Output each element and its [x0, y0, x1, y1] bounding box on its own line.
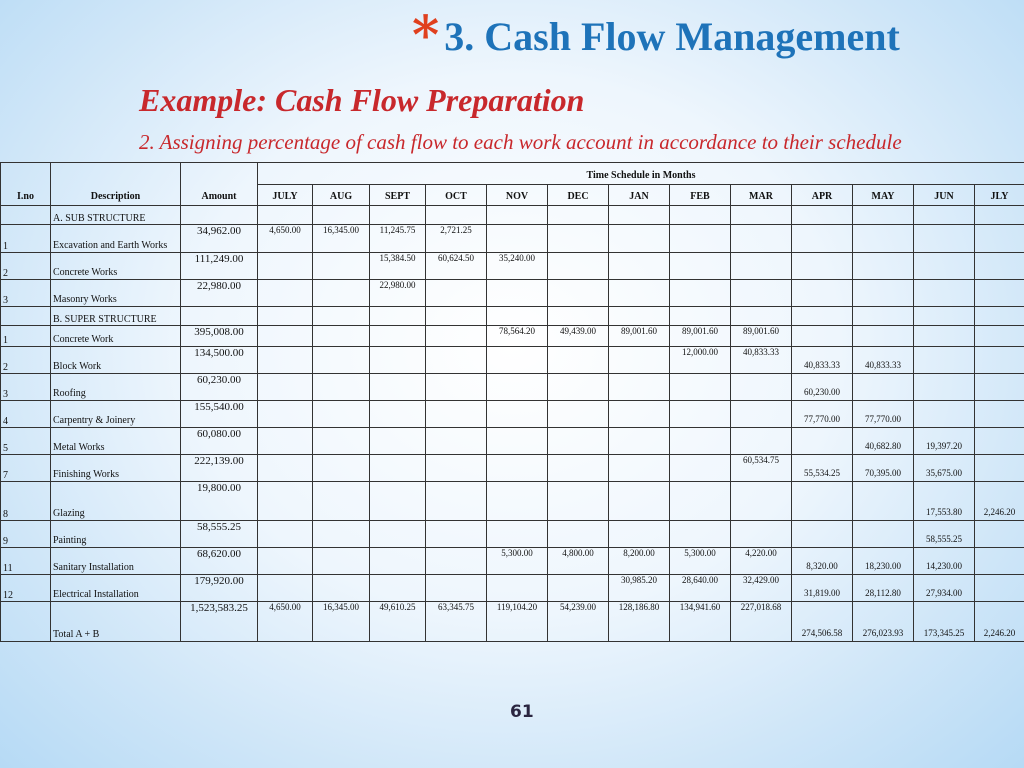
- month-value-cell: [792, 253, 853, 280]
- month-value-cell: [313, 401, 370, 428]
- table-row: [1, 575, 1024, 602]
- empty-cell: [181, 206, 258, 225]
- month-value-cell: [426, 575, 487, 602]
- month-value-cell: [792, 428, 853, 455]
- month-value-cell: [487, 401, 548, 428]
- col-header-month: JULY: [258, 185, 313, 206]
- month-value-cell: 78,564.20: [487, 326, 548, 347]
- row-amount: 134,500.00: [181, 347, 258, 374]
- row-number: 1: [1, 225, 51, 253]
- month-value-cell: 12,000.00: [670, 347, 731, 374]
- section-label: B. SUPER STRUCTURE: [51, 307, 181, 326]
- col-header-month: JUN: [914, 185, 975, 206]
- month-value-cell: [914, 280, 975, 307]
- empty-cell: [426, 307, 487, 326]
- month-value-cell: 89,001.60: [731, 326, 792, 347]
- month-value-cell: [487, 482, 548, 521]
- month-value-cell: 8,320.00: [792, 548, 853, 575]
- month-value-cell: [853, 253, 914, 280]
- month-value-cell: [487, 428, 548, 455]
- month-value-cell: [313, 326, 370, 347]
- col-header-month: DEC: [548, 185, 609, 206]
- month-value-cell: [609, 374, 670, 401]
- month-value-cell: 89,001.60: [670, 326, 731, 347]
- empty-cell: [258, 206, 313, 225]
- month-value-cell: [313, 548, 370, 575]
- month-value-cell: [792, 280, 853, 307]
- row-description: Total A + B: [51, 602, 181, 642]
- table-row: [1, 548, 1024, 575]
- row-description: Masonry Works: [51, 280, 181, 307]
- month-value-cell: [313, 280, 370, 307]
- month-value-cell: [731, 401, 792, 428]
- month-value-cell: [609, 455, 670, 482]
- table-row: [1, 347, 1024, 374]
- month-value-cell: 22,980.00: [370, 280, 426, 307]
- section-row: [1, 206, 1024, 225]
- empty-cell: [426, 206, 487, 225]
- row-description: Metal Works: [51, 428, 181, 455]
- month-value-cell: [975, 374, 1024, 401]
- month-value-cell: 4,220.00: [731, 548, 792, 575]
- month-value-cell: [258, 347, 313, 374]
- empty-cell: [313, 307, 370, 326]
- month-value-cell: [731, 253, 792, 280]
- month-value-cell: [487, 347, 548, 374]
- col-header-month: NOV: [487, 185, 548, 206]
- month-value-cell: [609, 280, 670, 307]
- month-value-cell: 49,439.00: [548, 326, 609, 347]
- cash-flow-schedule-table: [0, 162, 1024, 642]
- month-value-cell: 8,200.00: [609, 548, 670, 575]
- empty-cell: [313, 206, 370, 225]
- month-value-cell: [548, 521, 609, 548]
- table-row: [1, 253, 1024, 280]
- month-value-cell: [258, 280, 313, 307]
- month-value-cell: [258, 253, 313, 280]
- month-value-cell: [670, 521, 731, 548]
- empty-cell: [792, 206, 853, 225]
- month-value-cell: [609, 521, 670, 548]
- empty-cell: [670, 206, 731, 225]
- month-value-cell: 15,384.50: [370, 253, 426, 280]
- month-value-cell: [548, 401, 609, 428]
- col-header-time-schedule: Time Schedule in Months: [258, 163, 1024, 185]
- month-value-cell: 60,534.75: [731, 455, 792, 482]
- month-value-cell: [975, 575, 1024, 602]
- row-amount: 22,980.00: [181, 280, 258, 307]
- month-value-cell: [975, 326, 1024, 347]
- month-value-cell: [258, 548, 313, 575]
- month-value-cell: [426, 374, 487, 401]
- month-value-cell: 35,675.00: [914, 455, 975, 482]
- asterisk-bullet-icon: *: [412, 5, 440, 66]
- month-value-cell: [670, 401, 731, 428]
- month-value-cell: 60,230.00: [792, 374, 853, 401]
- row-amount: 58,555.25: [181, 521, 258, 548]
- month-value-cell: [370, 401, 426, 428]
- month-value-cell: 40,833.33: [731, 347, 792, 374]
- col-header-month: JLY: [975, 185, 1024, 206]
- month-value-cell: [975, 280, 1024, 307]
- month-value-cell: [670, 428, 731, 455]
- row-number: 1: [1, 326, 51, 347]
- month-value-cell: [792, 521, 853, 548]
- month-value-cell: 40,682.80: [853, 428, 914, 455]
- month-value-cell: [426, 455, 487, 482]
- row-number: 3: [1, 374, 51, 401]
- table-row: [1, 225, 1024, 253]
- month-value-cell: 4,650.00: [258, 225, 313, 253]
- row-number: 2: [1, 253, 51, 280]
- col-header-month: SEPT: [370, 185, 426, 206]
- empty-cell: [370, 307, 426, 326]
- month-value-cell: [548, 253, 609, 280]
- month-value-cell: [975, 401, 1024, 428]
- empty-cell: [609, 307, 670, 326]
- month-value-cell: [975, 455, 1024, 482]
- month-value-cell: 227,018.68: [731, 602, 792, 642]
- month-value-cell: [914, 401, 975, 428]
- month-value-cell: [731, 428, 792, 455]
- row-description: Carpentry & Joinery: [51, 401, 181, 428]
- table-row: [1, 326, 1024, 347]
- month-value-cell: 30,985.20: [609, 575, 670, 602]
- row-amount: 155,540.00: [181, 401, 258, 428]
- slide-title-text: 3. Cash Flow Management: [444, 14, 900, 59]
- month-value-cell: 77,770.00: [792, 401, 853, 428]
- month-value-cell: [670, 225, 731, 253]
- month-value-cell: 49,610.25: [370, 602, 426, 642]
- slide-title: [412, 6, 1012, 66]
- month-value-cell: [914, 326, 975, 347]
- month-value-cell: [370, 374, 426, 401]
- col-header-month: AUG: [313, 185, 370, 206]
- row-number: 3: [1, 280, 51, 307]
- month-value-cell: [670, 280, 731, 307]
- month-value-cell: [975, 521, 1024, 548]
- empty-cell: [487, 206, 548, 225]
- month-value-cell: [609, 225, 670, 253]
- month-value-cell: 5,300.00: [487, 548, 548, 575]
- month-value-cell: [548, 482, 609, 521]
- row-number: 9: [1, 521, 51, 548]
- row-number: 7: [1, 455, 51, 482]
- month-value-cell: [426, 548, 487, 575]
- month-value-cell: [313, 253, 370, 280]
- month-value-cell: 274,506.58: [792, 602, 853, 642]
- empty-cell: [731, 307, 792, 326]
- row-description: Glazing: [51, 482, 181, 521]
- month-value-cell: [731, 280, 792, 307]
- col-header-month: MAY: [853, 185, 914, 206]
- month-value-cell: [487, 521, 548, 548]
- slide-caption: 2. Assigning percentage of cash flow to each work account in accordance to their schedule: [139, 130, 902, 154]
- month-value-cell: 63,345.75: [426, 602, 487, 642]
- month-value-cell: [670, 482, 731, 521]
- month-value-cell: [370, 575, 426, 602]
- month-value-cell: [731, 374, 792, 401]
- month-value-cell: [792, 225, 853, 253]
- month-value-cell: [487, 225, 548, 253]
- month-value-cell: [370, 548, 426, 575]
- row-amount: 222,139.00: [181, 455, 258, 482]
- col-header-description: Description: [51, 163, 181, 206]
- month-value-cell: [370, 428, 426, 455]
- month-value-cell: [426, 482, 487, 521]
- row-description: Painting: [51, 521, 181, 548]
- month-value-cell: 16,345.00: [313, 225, 370, 253]
- month-value-cell: [609, 347, 670, 374]
- col-header-month: JAN: [609, 185, 670, 206]
- row-description: Excavation and Earth Works: [51, 225, 181, 253]
- section-row: [1, 307, 1024, 326]
- month-value-cell: [313, 575, 370, 602]
- slide-subtitle: Example: Cash Flow Preparation: [139, 82, 585, 118]
- month-value-cell: [258, 374, 313, 401]
- month-value-cell: [975, 548, 1024, 575]
- month-value-cell: [609, 428, 670, 455]
- month-value-cell: 173,345.25: [914, 602, 975, 642]
- empty-cell: [853, 307, 914, 326]
- row-number: 12: [1, 575, 51, 602]
- month-value-cell: 27,934.00: [914, 575, 975, 602]
- month-value-cell: [975, 428, 1024, 455]
- month-value-cell: 11,245.75: [370, 225, 426, 253]
- month-value-cell: 89,001.60: [609, 326, 670, 347]
- empty-cell: [731, 206, 792, 225]
- month-value-cell: [487, 280, 548, 307]
- month-value-cell: [914, 374, 975, 401]
- row-amount: 60,230.00: [181, 374, 258, 401]
- month-value-cell: 5,300.00: [670, 548, 731, 575]
- col-header-amount: Amount: [181, 163, 258, 206]
- month-value-cell: [548, 280, 609, 307]
- col-header-sno: I.no: [1, 163, 51, 206]
- col-header-month: MAR: [731, 185, 792, 206]
- empty-cell: [487, 307, 548, 326]
- page-number: 61: [510, 702, 534, 722]
- month-value-cell: 4,650.00: [258, 602, 313, 642]
- month-value-cell: [258, 401, 313, 428]
- col-header-month: OCT: [426, 185, 487, 206]
- month-value-cell: [914, 225, 975, 253]
- month-value-cell: [731, 521, 792, 548]
- month-value-cell: [670, 455, 731, 482]
- month-value-cell: [975, 253, 1024, 280]
- row-number: 5: [1, 428, 51, 455]
- row-number: [1, 602, 51, 642]
- empty-cell: [670, 307, 731, 326]
- month-value-cell: [487, 455, 548, 482]
- row-amount: 1,523,583.25: [181, 602, 258, 642]
- month-value-cell: [548, 374, 609, 401]
- row-number: 4: [1, 401, 51, 428]
- row-amount: 68,620.00: [181, 548, 258, 575]
- month-value-cell: 28,640.00: [670, 575, 731, 602]
- month-value-cell: [731, 482, 792, 521]
- month-value-cell: [370, 482, 426, 521]
- month-value-cell: [853, 326, 914, 347]
- month-value-cell: [313, 347, 370, 374]
- empty-cell: [914, 307, 975, 326]
- month-value-cell: [258, 521, 313, 548]
- month-value-cell: 17,553.80: [914, 482, 975, 521]
- month-value-cell: 2,246.20: [975, 602, 1024, 642]
- month-value-cell: 19,397.20: [914, 428, 975, 455]
- month-value-cell: 31,819.00: [792, 575, 853, 602]
- month-value-cell: [313, 482, 370, 521]
- month-value-cell: [548, 428, 609, 455]
- row-description: Sanitary Installation: [51, 548, 181, 575]
- month-value-cell: [731, 225, 792, 253]
- month-value-cell: 16,345.00: [313, 602, 370, 642]
- row-amount: 60,080.00: [181, 428, 258, 455]
- month-value-cell: [609, 401, 670, 428]
- month-value-cell: [426, 347, 487, 374]
- empty-cell: [548, 307, 609, 326]
- month-value-cell: [914, 253, 975, 280]
- month-value-cell: [548, 575, 609, 602]
- month-value-cell: 70,395.00: [853, 455, 914, 482]
- row-description: Roofing: [51, 374, 181, 401]
- month-value-cell: [370, 347, 426, 374]
- month-value-cell: [258, 326, 313, 347]
- col-header-month: APR: [792, 185, 853, 206]
- empty-cell: [548, 206, 609, 225]
- month-value-cell: [853, 280, 914, 307]
- empty-cell: [914, 206, 975, 225]
- month-value-cell: 58,555.25: [914, 521, 975, 548]
- row-description: Concrete Work: [51, 326, 181, 347]
- empty-cell: [258, 307, 313, 326]
- section-label: A. SUB STRUCTURE: [51, 206, 181, 225]
- table-row: [1, 428, 1024, 455]
- month-value-cell: 276,023.93: [853, 602, 914, 642]
- col-header-month: FEB: [670, 185, 731, 206]
- month-value-cell: [548, 225, 609, 253]
- row-description: Electrical Installation: [51, 575, 181, 602]
- row-amount: 111,249.00: [181, 253, 258, 280]
- month-value-cell: [258, 482, 313, 521]
- row-description: Block Work: [51, 347, 181, 374]
- month-value-cell: [609, 482, 670, 521]
- row-amount: 19,800.00: [181, 482, 258, 521]
- row-number: 2: [1, 347, 51, 374]
- month-value-cell: 4,800.00: [548, 548, 609, 575]
- month-value-cell: 2,246.20: [975, 482, 1024, 521]
- month-value-cell: 55,534.25: [792, 455, 853, 482]
- month-value-cell: [670, 253, 731, 280]
- month-value-cell: [853, 521, 914, 548]
- month-value-cell: [792, 326, 853, 347]
- row-number: 11: [1, 548, 51, 575]
- month-value-cell: [609, 253, 670, 280]
- month-value-cell: [914, 347, 975, 374]
- month-value-cell: [313, 521, 370, 548]
- month-value-cell: [548, 455, 609, 482]
- month-value-cell: [426, 401, 487, 428]
- table-row: [1, 374, 1024, 401]
- month-value-cell: 18,230.00: [853, 548, 914, 575]
- table-row: [1, 455, 1024, 482]
- month-value-cell: [670, 374, 731, 401]
- month-value-cell: [487, 575, 548, 602]
- month-value-cell: [975, 225, 1024, 253]
- month-value-cell: [258, 428, 313, 455]
- month-value-cell: 128,186.80: [609, 602, 670, 642]
- month-value-cell: 2,721.25: [426, 225, 487, 253]
- month-value-cell: 134,941.60: [670, 602, 731, 642]
- empty-cell: [792, 307, 853, 326]
- empty-cell: [975, 307, 1024, 326]
- month-value-cell: [426, 280, 487, 307]
- empty-cell: [370, 206, 426, 225]
- table-row: [1, 602, 1024, 642]
- month-value-cell: [975, 347, 1024, 374]
- month-value-cell: [792, 482, 853, 521]
- month-value-cell: 119,104.20: [487, 602, 548, 642]
- table-row: [1, 521, 1024, 548]
- table-row: [1, 280, 1024, 307]
- month-value-cell: [370, 326, 426, 347]
- month-value-cell: [548, 347, 609, 374]
- month-value-cell: [258, 455, 313, 482]
- month-value-cell: 54,239.00: [548, 602, 609, 642]
- empty-cell: [853, 206, 914, 225]
- month-value-cell: [370, 521, 426, 548]
- month-value-cell: 35,240.00: [487, 253, 548, 280]
- month-value-cell: 60,624.50: [426, 253, 487, 280]
- month-value-cell: [313, 455, 370, 482]
- row-amount: 179,920.00: [181, 575, 258, 602]
- row-description: Concrete Works: [51, 253, 181, 280]
- row-description: Finishing Works: [51, 455, 181, 482]
- empty-cell: [975, 206, 1024, 225]
- month-value-cell: [853, 225, 914, 253]
- month-value-cell: 40,833.33: [792, 347, 853, 374]
- section-empty-cell: [1, 307, 51, 326]
- month-value-cell: [313, 428, 370, 455]
- row-amount: 34,962.00: [181, 225, 258, 253]
- row-amount: 395,008.00: [181, 326, 258, 347]
- empty-cell: [609, 206, 670, 225]
- month-value-cell: 28,112.80: [853, 575, 914, 602]
- month-value-cell: 14,230.00: [914, 548, 975, 575]
- month-value-cell: [313, 374, 370, 401]
- month-value-cell: 32,429.00: [731, 575, 792, 602]
- month-value-cell: [853, 374, 914, 401]
- month-value-cell: [426, 521, 487, 548]
- month-value-cell: [853, 482, 914, 521]
- row-number: 8: [1, 482, 51, 521]
- empty-cell: [181, 307, 258, 326]
- month-value-cell: 77,770.00: [853, 401, 914, 428]
- section-empty-cell: [1, 206, 51, 225]
- month-value-cell: [426, 326, 487, 347]
- table-row: [1, 482, 1024, 521]
- table-row: [1, 401, 1024, 428]
- month-value-cell: 40,833.33: [853, 347, 914, 374]
- month-value-cell: [487, 374, 548, 401]
- month-value-cell: [426, 428, 487, 455]
- month-value-cell: [258, 575, 313, 602]
- month-value-cell: [370, 455, 426, 482]
